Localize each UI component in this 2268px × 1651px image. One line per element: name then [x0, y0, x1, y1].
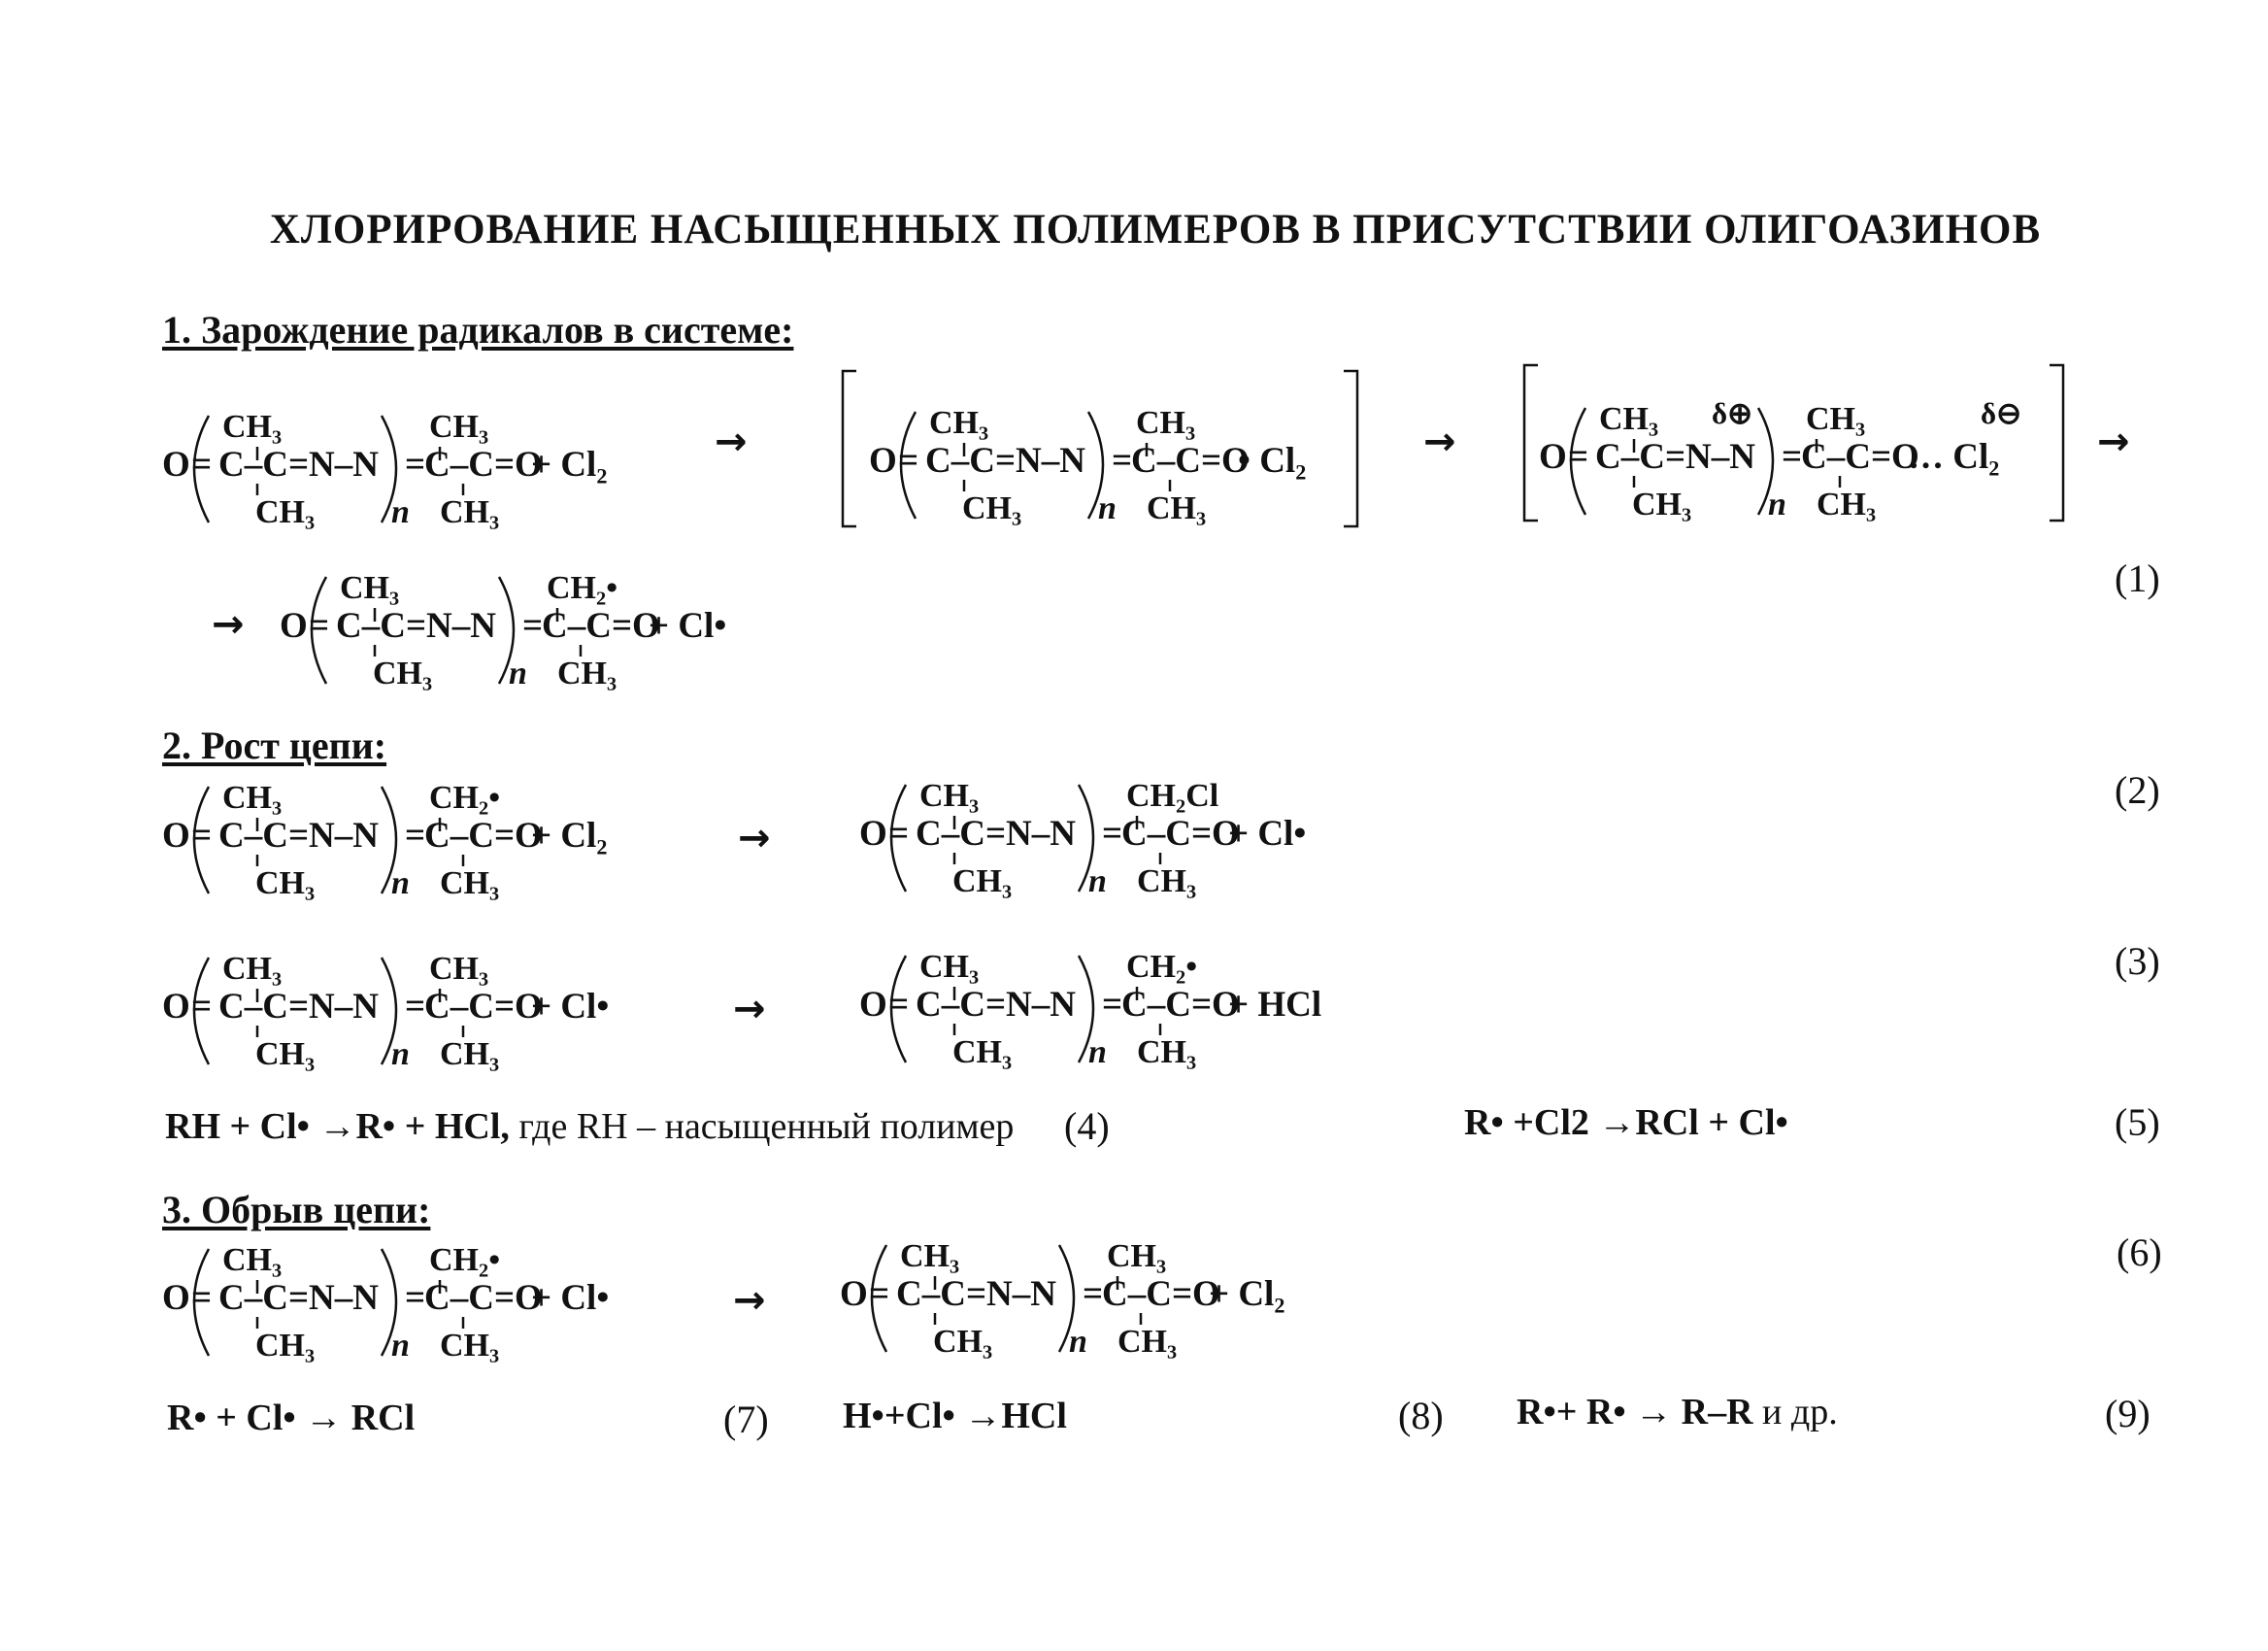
- oligoazine-molecule: [840, 1238, 1284, 1360]
- methyl-bottom-label: CH₃: [440, 1328, 500, 1364]
- methyl-top-label: CH₃: [222, 780, 283, 816]
- azine-core-label: C–C=N–N: [1595, 437, 1755, 477]
- reaction-arrow-icon: →: [1423, 420, 1456, 464]
- double-bond-label: =: [1782, 437, 1803, 477]
- methyl-bottom-label: CH₃: [373, 656, 433, 691]
- carbonyl-end-label: C–C=O: [1801, 437, 1919, 477]
- methyl-bottom-label: CH₃: [1147, 490, 1207, 526]
- methyl-bottom-label: CH₃: [1137, 863, 1197, 899]
- reagent-label: + Cl₂: [531, 445, 608, 485]
- double-bond-label: =: [405, 1278, 426, 1318]
- carbonyl-end-label: C–C=O: [424, 1278, 543, 1318]
- methyl-bottom-label: CH₃: [255, 494, 316, 530]
- azine-core-label: C–C=N–N: [336, 606, 496, 646]
- oligoazine-molecule: [162, 780, 607, 901]
- double-bond-label: =: [405, 816, 426, 856]
- oligoazine-molecule: [869, 405, 1306, 526]
- double-bond-label: =: [522, 606, 544, 646]
- equation-number-9: (9): [2105, 1392, 2151, 1435]
- oligoazine-molecule: [859, 949, 1321, 1070]
- double-bond-label: =: [405, 445, 426, 485]
- double-bond-label: =: [405, 987, 426, 1027]
- methyl-bottom-label: CH₃: [440, 494, 500, 530]
- carbonyl-end-label: C–C=O: [424, 445, 543, 485]
- equation-9-formula: R•+ R• → R–R: [1517, 1392, 1753, 1432]
- equation-9-note: и др.: [1762, 1392, 1838, 1432]
- double-bond-label: =: [888, 985, 910, 1025]
- page-title: ХЛОРИРОВАНИЕ НАСЫЩЕННЫХ ПОЛИМЕРОВ В ПРИСУТСТВИИ ОЛИГОАЗИНОВ: [269, 207, 2042, 253]
- equation-number-8: (8): [1398, 1394, 1444, 1437]
- end-group-top-label: CH₃: [429, 409, 489, 445]
- end-group-top-label: CH₃: [429, 951, 489, 987]
- reagent-label: + Cl•: [531, 987, 610, 1027]
- end-group-top-label: CH₂•: [1126, 949, 1198, 985]
- azine-core-label: C–C=N–N: [925, 441, 1085, 481]
- oxygen-label: O: [840, 1274, 868, 1314]
- end-group-top-label: CH₃: [1136, 405, 1196, 441]
- methyl-top-label: CH₃: [222, 951, 283, 987]
- azine-core-label: C–C=N–N: [896, 1274, 1056, 1314]
- double-bond-label: =: [191, 1278, 213, 1318]
- section-heading-propagation: 2. Рост цепи:: [162, 724, 387, 767]
- equation-number-5: (5): [2115, 1100, 2160, 1144]
- carbonyl-end-label: C–C=O: [424, 816, 543, 856]
- end-group-top-label: CH₃: [1107, 1238, 1167, 1274]
- repeat-index-n: n: [1069, 1324, 1087, 1360]
- methyl-top-label: CH₃: [340, 570, 400, 606]
- reagent-label: + Cl•: [531, 1278, 610, 1318]
- oxygen-label: O: [162, 816, 190, 856]
- oxygen-label: O: [859, 985, 887, 1025]
- open-bracket: [843, 371, 856, 526]
- azine-core-label: C–C=N–N: [916, 985, 1076, 1025]
- methyl-bottom-label: CH₃: [255, 1328, 316, 1364]
- equation-number-3: (3): [2115, 939, 2160, 983]
- section-heading-termination: 3. Обрыв цепи:: [162, 1188, 431, 1231]
- reagent-label: + Cl₂: [531, 816, 608, 856]
- double-bond-label: =: [191, 816, 213, 856]
- open-bracket: [1524, 365, 1538, 521]
- methyl-bottom-label: CH₃: [255, 1036, 316, 1072]
- equation-number-2: (2): [2115, 768, 2160, 812]
- repeat-index-n: n: [391, 494, 410, 530]
- equation-7: R• + Cl• → RCl: [167, 1398, 416, 1438]
- double-bond-label: =: [1568, 437, 1589, 477]
- reagent-label: + HCl: [1228, 985, 1322, 1025]
- double-bond-label: =: [191, 445, 213, 485]
- close-bracket: [2050, 365, 2063, 521]
- reagent-label: + Cl₂: [1209, 1274, 1285, 1314]
- azine-core-label: C–C=N–N: [218, 445, 379, 485]
- double-bond-label: =: [869, 1274, 890, 1314]
- double-bond-label: =: [1083, 1274, 1104, 1314]
- double-bond-label: =: [191, 987, 213, 1027]
- methyl-bottom-label: CH₃: [255, 865, 316, 901]
- methyl-top-label: CH₃: [919, 778, 980, 814]
- double-bond-label: =: [1102, 985, 1123, 1025]
- end-group-top-label: CH₂•: [429, 1242, 501, 1278]
- double-bond-label: =: [898, 441, 919, 481]
- partial-negative-label: δ⊖: [1981, 396, 2022, 430]
- repeat-index-n: n: [391, 1328, 410, 1364]
- oxygen-label: O: [162, 445, 190, 485]
- repeat-index-n: n: [391, 1036, 410, 1072]
- methyl-bottom-label: CH₃: [952, 1034, 1013, 1070]
- close-bracket: [1344, 371, 1357, 526]
- end-group-top-label: CH₂•: [429, 780, 501, 816]
- oxygen-label: O: [859, 814, 887, 854]
- reagent-label: + Cl•: [649, 606, 727, 646]
- equation-number-6: (6): [2117, 1230, 2162, 1274]
- equation-number-7: (7): [723, 1398, 769, 1441]
- reagent-label: • Cl₂: [1238, 441, 1307, 481]
- oligoazine-molecule: [1539, 396, 2021, 522]
- reagent-label: + Cl•: [1228, 814, 1307, 854]
- equation-5: R• +Cl2 →RCl + Cl•: [1464, 1102, 1788, 1143]
- methyl-bottom-label: CH₃: [440, 865, 500, 901]
- methyl-top-label: CH₃: [919, 949, 980, 985]
- oxygen-label: O: [162, 987, 190, 1027]
- carbonyl-end-label: C–C=O: [1121, 985, 1240, 1025]
- equation-number-4: (4): [1064, 1104, 1110, 1148]
- methyl-bottom-label: CH₃: [962, 490, 1022, 526]
- oligoazine-molecule: [162, 409, 607, 530]
- carbonyl-end-label: C–C=O: [1102, 1274, 1220, 1314]
- reaction-arrow-icon: →: [212, 602, 245, 647]
- methyl-top-label: CH₃: [1599, 401, 1659, 437]
- oligoazine-molecule: [280, 570, 726, 691]
- end-group-top-label: CH₂Cl: [1126, 778, 1219, 814]
- section-heading-initiation: 1. Зарождение радикалов в системе:: [162, 308, 794, 352]
- methyl-bottom-label: CH₃: [557, 656, 617, 691]
- methyl-bottom-label: CH₃: [1817, 487, 1877, 522]
- methyl-bottom-label: CH₃: [1117, 1324, 1178, 1360]
- methyl-top-label: CH₃: [222, 409, 283, 445]
- carbonyl-end-label: C–C=O: [1131, 441, 1250, 481]
- methyl-top-label: CH₃: [900, 1238, 960, 1274]
- repeat-index-n: n: [1098, 490, 1117, 526]
- methyl-top-label: CH₃: [929, 405, 989, 441]
- double-bond-label: =: [1102, 814, 1123, 854]
- end-group-top-label: CH₂•: [547, 570, 618, 606]
- double-bond-label: =: [888, 814, 910, 854]
- equation-number-1: (1): [2115, 556, 2160, 600]
- reagent-label: … Cl₂: [1908, 437, 2000, 477]
- methyl-bottom-label: CH₃: [1137, 1034, 1197, 1070]
- oligoazine-molecule: [162, 951, 609, 1072]
- carbonyl-end-label: C–C=O: [1121, 814, 1240, 854]
- oxygen-label: O: [869, 441, 897, 481]
- azine-core-label: C–C=N–N: [218, 987, 379, 1027]
- repeat-index-n: n: [1088, 863, 1107, 899]
- reaction-arrow-icon: →: [2097, 420, 2130, 464]
- double-bond-label: =: [1112, 441, 1133, 481]
- reaction-arrow-icon: →: [733, 987, 766, 1031]
- repeat-index-n: n: [509, 656, 527, 691]
- repeat-index-n: n: [1088, 1034, 1107, 1070]
- end-group-top-label: CH₃: [1806, 401, 1866, 437]
- oxygen-label: O: [280, 606, 308, 646]
- methyl-bottom-label: CH₃: [440, 1036, 500, 1072]
- partial-positive-label: δ⊕: [1712, 396, 1753, 430]
- methyl-top-label: CH₃: [222, 1242, 283, 1278]
- repeat-index-n: n: [391, 865, 410, 901]
- oxygen-label: O: [1539, 437, 1567, 477]
- methyl-bottom-label: CH₃: [952, 863, 1013, 899]
- oxygen-label: O: [162, 1278, 190, 1318]
- equation-4-formula: RH + Cl• →R• + HCl,: [165, 1106, 510, 1147]
- reaction-arrow-icon: →: [715, 420, 748, 464]
- double-bond-label: =: [309, 606, 330, 646]
- equation-8: H•+Cl• →HCl: [843, 1396, 1067, 1436]
- azine-core-label: C–C=N–N: [218, 1278, 379, 1318]
- azine-core-label: C–C=N–N: [916, 814, 1076, 854]
- methyl-bottom-label: CH₃: [1632, 487, 1692, 522]
- reaction-arrow-icon: →: [738, 816, 771, 860]
- equation-4-note: где RH – насыщенный полимер: [518, 1106, 1015, 1147]
- repeat-index-n: n: [1768, 487, 1786, 522]
- oligoazine-molecule: [162, 1242, 609, 1364]
- carbonyl-end-label: C–C=O: [542, 606, 660, 646]
- reaction-arrow-icon: →: [733, 1278, 766, 1323]
- methyl-bottom-label: CH₃: [933, 1324, 993, 1360]
- oligoazine-molecule: [859, 778, 1306, 899]
- carbonyl-end-label: C–C=O: [424, 987, 543, 1027]
- azine-core-label: C–C=N–N: [218, 816, 379, 856]
